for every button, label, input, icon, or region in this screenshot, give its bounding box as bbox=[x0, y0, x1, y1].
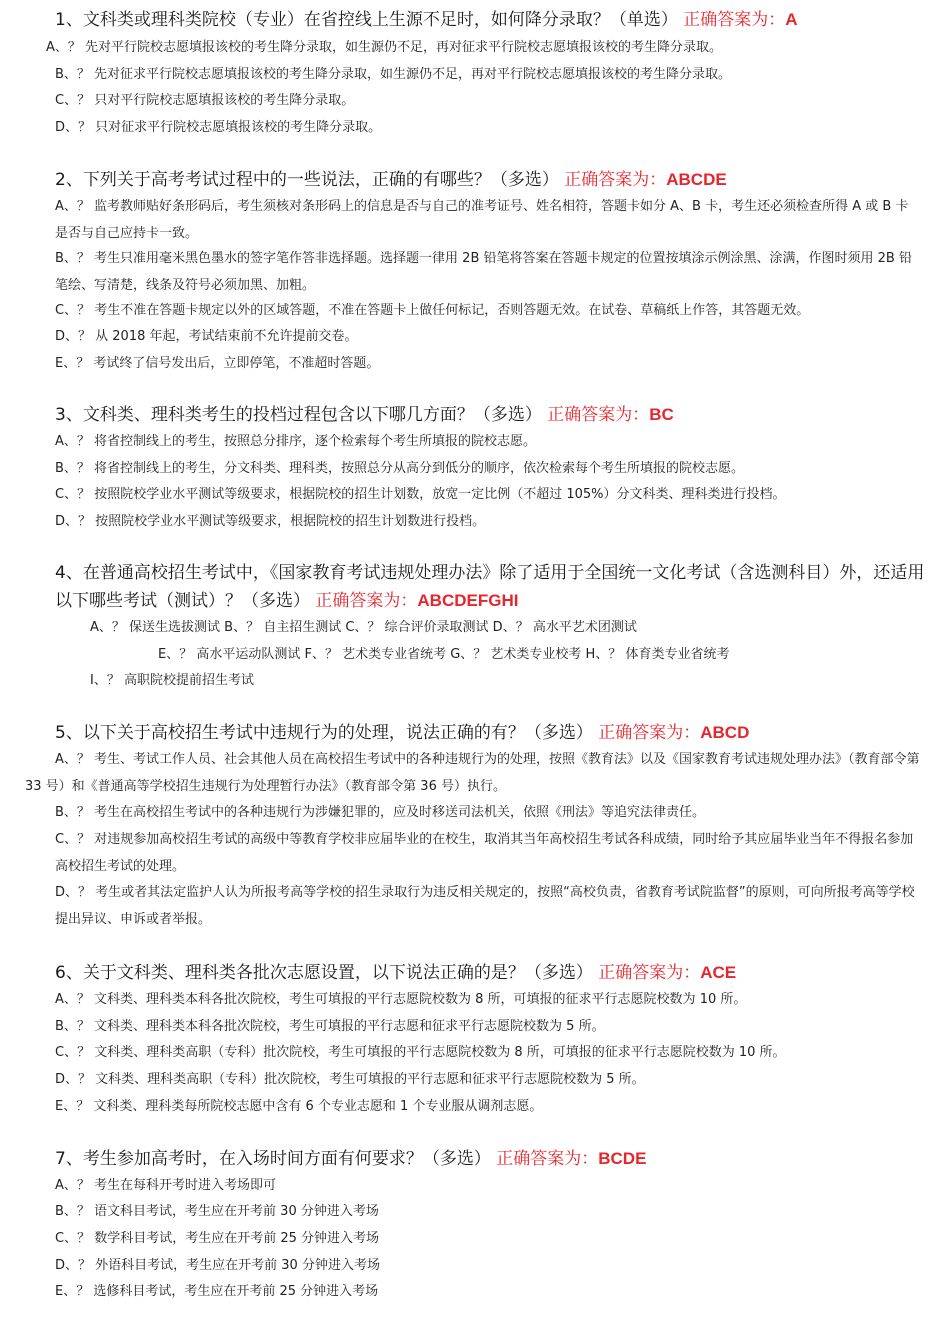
question-4-title bbox=[55, 560, 925, 615]
question-6-option-c: C、？ 文科类、理科类高职（专科）批次院校，考生可填报的平行志愿院校数为 8 所，可填报的征求平行志愿院校数为 10 所。 bbox=[55, 1045, 786, 1060]
question-7-option-e: E、？ 选修科目考试，考生应在开考前 25 分钟进入考场 bbox=[55, 1284, 379, 1299]
question-6-title bbox=[55, 959, 925, 987]
question-4-option-line-1: A、？ 保送生选拔测试 B、？ 自主招生测试 C、？ 综合评价录取测试 D、？ 高水平艺术团测试 bbox=[90, 620, 637, 635]
question-1-option-c: C、？ 只对平行院校志愿填报该校的考生降分录取。 bbox=[55, 93, 355, 108]
question-1-option-a: A、？ 先对平行院校志愿填报该校的考生降分录取，如生源仍不足，再对征求平行院校志愿填报该校的考生降分录取。 bbox=[46, 40, 723, 55]
question-title-text: 5、以下关于高校招生考试中违规行为的处理，说法正确的有？（多选） bbox=[55, 723, 593, 743]
question-2-option-d: D、？ 从 2018 年起，考试结束前不允许提前交卷。 bbox=[55, 329, 358, 344]
question-7-option-a: A、？ 考生在每科开考时进入考场即可 bbox=[55, 1178, 277, 1193]
answer-label: 正确答案为： bbox=[496, 1149, 599, 1169]
question-3-option-d: D、？ 按照院校学业水平测试等级要求，根据院校的招生计划数进行投档。 bbox=[55, 514, 486, 529]
question-7-option-b: B、？ 语文科目考试，考生应在开考前 30 分钟进入考场 bbox=[55, 1204, 379, 1219]
correct-answer: BCDE bbox=[598, 1149, 647, 1168]
question-5-option-d: D、？ 考生或者其法定监护人认为所报考高等学校的招生录取行为违反相关规定的，按照“高校负责，省教育考试院监督”的原则，可向所报考高等学校提出异议、申诉或者举报。 bbox=[55, 885, 915, 927]
question-5-option-a: A、？ 考生、考试工作人员、社会其他人员在高校招生考试中的各种违规行为的处理，按照《教育法》以及《国家教育考试违规处理办法》（教育部令第 33 号）和《普通高等学校招生违规行为处理暂行办法》（教育部令第 36 号）执行。 bbox=[25, 752, 920, 794]
question-2-title bbox=[55, 166, 925, 194]
answer-label: 正确答案为： bbox=[598, 963, 701, 983]
question-title-text: 6、关于文科类、理科类各批次志愿设置，以下说法正确的是？（多选） bbox=[55, 963, 593, 983]
correct-answer: BC bbox=[649, 405, 674, 424]
question-2-option-c: C、？ 考生不准在答题卡规定以外的区域答题，不准在答题卡上做任何标记，否则答题无效。在试卷、草稿纸上作答，其答题无效。 bbox=[55, 303, 810, 318]
question-5-option-c: C、？ 对违规参加高校招生考试的高级中等教育学校非应届毕业的在校生，取消其当年高校招生考试各科成绩，同时给予其应届毕业当年不得报名参加高校招生考试的处理。 bbox=[55, 832, 914, 874]
correct-answer: ABCDEFGHI bbox=[417, 591, 519, 610]
question-7-option-d: D、？ 外语科目考试，考生应在开考前 30 分钟进入考场 bbox=[55, 1258, 380, 1273]
question-2-option-e: E、？ 考试终了信号发出后，立即停笔，不准超时答题。 bbox=[55, 356, 380, 371]
question-title-text: 1、文科类或理科类院校（专业）在省控线上生源不足时，如何降分录取？（单选） bbox=[55, 10, 678, 30]
question-3-title bbox=[55, 401, 925, 429]
correct-answer: ACE bbox=[700, 963, 737, 982]
correct-answer: ABCD bbox=[700, 723, 750, 742]
question-title-text: 4、在普通高校招生考试中，《国家教育考试违规处理办法》除了适用于全国统一文化考试（含选测科目）外，还适用以下哪些考试（测试）？（多选） bbox=[55, 563, 925, 611]
question-2-option-b: B、？ 考生只准用毫米黑色墨水的签字笔作答非选择题。选择题一律用 2B 铅笔将答案在答题卡规定的位置按填涂示例涂黑、涂满，作图时须用 2B 铅笔绘、写清楚，线条及符号必须加黑、加粗。 bbox=[55, 251, 912, 293]
question-3-option-b: B、？ 将省控制线上的考生，分文科类、理科类，按照总分从高分到低分的顺序，依次检索每个考生所填报的院校志愿。 bbox=[55, 461, 745, 476]
correct-answer: A bbox=[785, 10, 798, 29]
question-6-option-b: B、？ 文科类、理科类本科各批次院校，考生可填报的平行志愿和征求平行志愿院校数为 5 所。 bbox=[55, 1019, 605, 1034]
answer-label: 正确答案为： bbox=[598, 723, 701, 743]
question-7-title bbox=[55, 1145, 925, 1173]
answer-label: 正确答案为： bbox=[564, 170, 667, 190]
question-1-option-b: B、？ 先对征求平行院校志愿填报该校的考生降分录取，如生源仍不足，再对平行院校志愿填报该校的考生降分录取。 bbox=[55, 67, 732, 82]
question-title-text: 7、考生参加高考时，在入场时间方面有何要求？（多选） bbox=[55, 1149, 491, 1169]
question-4-option-line-2: E、？ 高水平运动队测试 F、？ 艺术类专业省统考 G、？ 艺术类专业校考 H、？ 体育类专业省统考 bbox=[158, 647, 730, 662]
correct-answer: ABCDE bbox=[666, 170, 727, 189]
question-6-option-a: A、？ 文科类、理科类本科各批次院校，考生可填报的平行志愿院校数为 8 所，可填报的征求平行志愿院校数为 10 所。 bbox=[55, 992, 747, 1007]
question-7-option-c: C、？ 数学科目考试，考生应在开考前 25 分钟进入考场 bbox=[55, 1231, 380, 1246]
question-3-option-a: A、？ 将省控制线上的考生，按照总分排序，逐个检索每个考生所填报的院校志愿。 bbox=[55, 434, 537, 449]
answer-label: 正确答案为： bbox=[315, 591, 418, 611]
question-3-option-c: C、？ 按照院校学业水平测试等级要求，根据院校的招生计划数，放宽一定比例（不超过 105%）分文科类、理科类进行投档。 bbox=[55, 487, 786, 502]
question-4-option-line-3: I、？ 高职院校提前招生考试 bbox=[90, 673, 254, 688]
answer-label: 正确答案为： bbox=[683, 10, 786, 30]
question-5-title bbox=[55, 719, 925, 747]
question-1-option-d: D、？ 只对征求平行院校志愿填报该校的考生降分录取。 bbox=[55, 120, 382, 135]
question-1-title bbox=[55, 6, 925, 34]
question-title-text: 2、下列关于高考考试过程中的一些说法，正确的有哪些？（多选） bbox=[55, 170, 559, 190]
answer-label: 正确答案为： bbox=[547, 405, 650, 425]
question-6-option-e: E、？ 文科类、理科类每所院校志愿中含有 6 个专业志愿和 1 个专业服从调剂志愿。 bbox=[55, 1099, 543, 1114]
question-5-option-b: B、？ 考生在高校招生考试中的各种违规行为涉嫌犯罪的，应及时移送司法机关，依照《刑法》等追究法律责任。 bbox=[55, 805, 706, 820]
question-2-option-a: A、？ 监考教师贴好条形码后，考生须核对条形码上的信息是否与自己的准考证号、姓名相符，答题卡如分 A、B 卡，考生还必须检查所得 A 或 B 卡是否与自己应持卡一致。 bbox=[55, 199, 909, 241]
question-title-text: 3、文科类、理科类考生的投档过程包含以下哪几方面？（多选） bbox=[55, 405, 542, 425]
question-6-option-d: D、？ 文科类、理科类高职（专科）批次院校，考生可填报的平行志愿和征求平行志愿院校数为 5 所。 bbox=[55, 1072, 645, 1087]
